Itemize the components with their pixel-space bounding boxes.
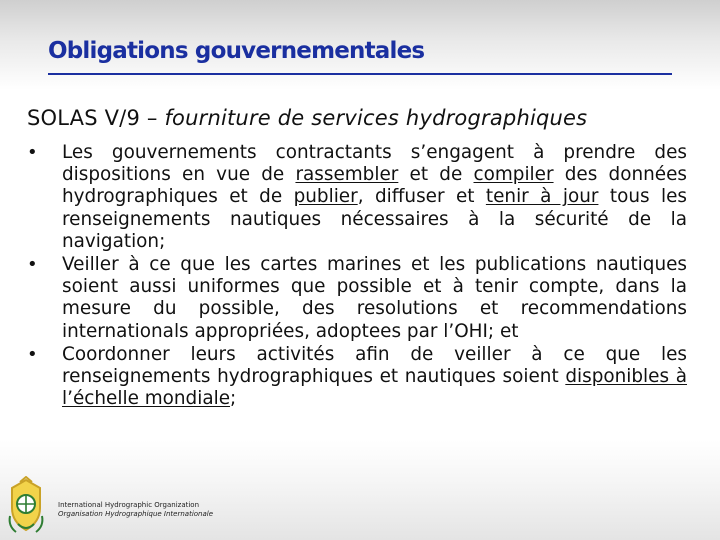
bullet-1-underlined-rassembler: rassembler	[295, 164, 399, 186]
bullet-1-text-5: tous les renseignements nautiques nécessaires à la sécurité de la navigation;	[62, 186, 687, 252]
subtitle-prefix: SOLAS V/9 –	[27, 106, 165, 130]
bullet-1-underlined-tenir-a-jour: tenir à jour	[485, 186, 599, 208]
bullet-1-text-4: , diffuser et	[357, 186, 486, 208]
org-name-french: Organisation Hydrographique Internationale	[58, 510, 214, 518]
bullet-2-text: Veiller à ce que les cartes marines et les publications nautiques soient aussi uniformes que possible et à tenir compte, dans la mesure du possible, des resolutions et recommendations internationals appropriées, adoptees par l’OHI; et	[62, 254, 687, 342]
bullet-1-underlined-publier: publier	[293, 186, 358, 208]
bullet-item-3	[27, 344, 687, 411]
bullet-marker: •	[27, 142, 38, 163]
bullet-1-text-2: et de	[398, 164, 474, 186]
org-name-english: International Hydrographic Organization	[58, 501, 200, 509]
title-underline	[48, 73, 672, 75]
bullet-marker: •	[27, 343, 38, 365]
bullet-item-2	[27, 254, 687, 343]
slide-title: Obligations gouvernementales	[48, 38, 425, 64]
bullet-1-underlined-compiler: compiler	[473, 164, 554, 186]
bullet-1-text-3: des données hydrographiques et de	[62, 164, 687, 208]
bullet-3-underlined-disponibles: disponibles à l’échelle mondiale	[62, 366, 687, 410]
bullet-3-text-1: Coordonner leurs activités afin de veiller à ce que les renseignements hydrographiques et nautiques soient	[62, 343, 687, 388]
bullet-marker: •	[27, 254, 38, 276]
slide-subtitle	[27, 106, 587, 130]
bullet-item-1	[27, 142, 687, 253]
bullet-3-text-2: ;	[230, 388, 237, 410]
subtitle-italic: fourniture de services hydrographiques	[164, 106, 588, 130]
iho-emblem-icon	[4, 476, 48, 536]
footer-background	[0, 440, 720, 540]
bullet-list	[27, 142, 687, 410]
bullet-1-text-1: Les gouvernements contractants s’engagent à prendre des dispositions en vue de	[62, 142, 687, 186]
organization-name	[58, 501, 213, 519]
